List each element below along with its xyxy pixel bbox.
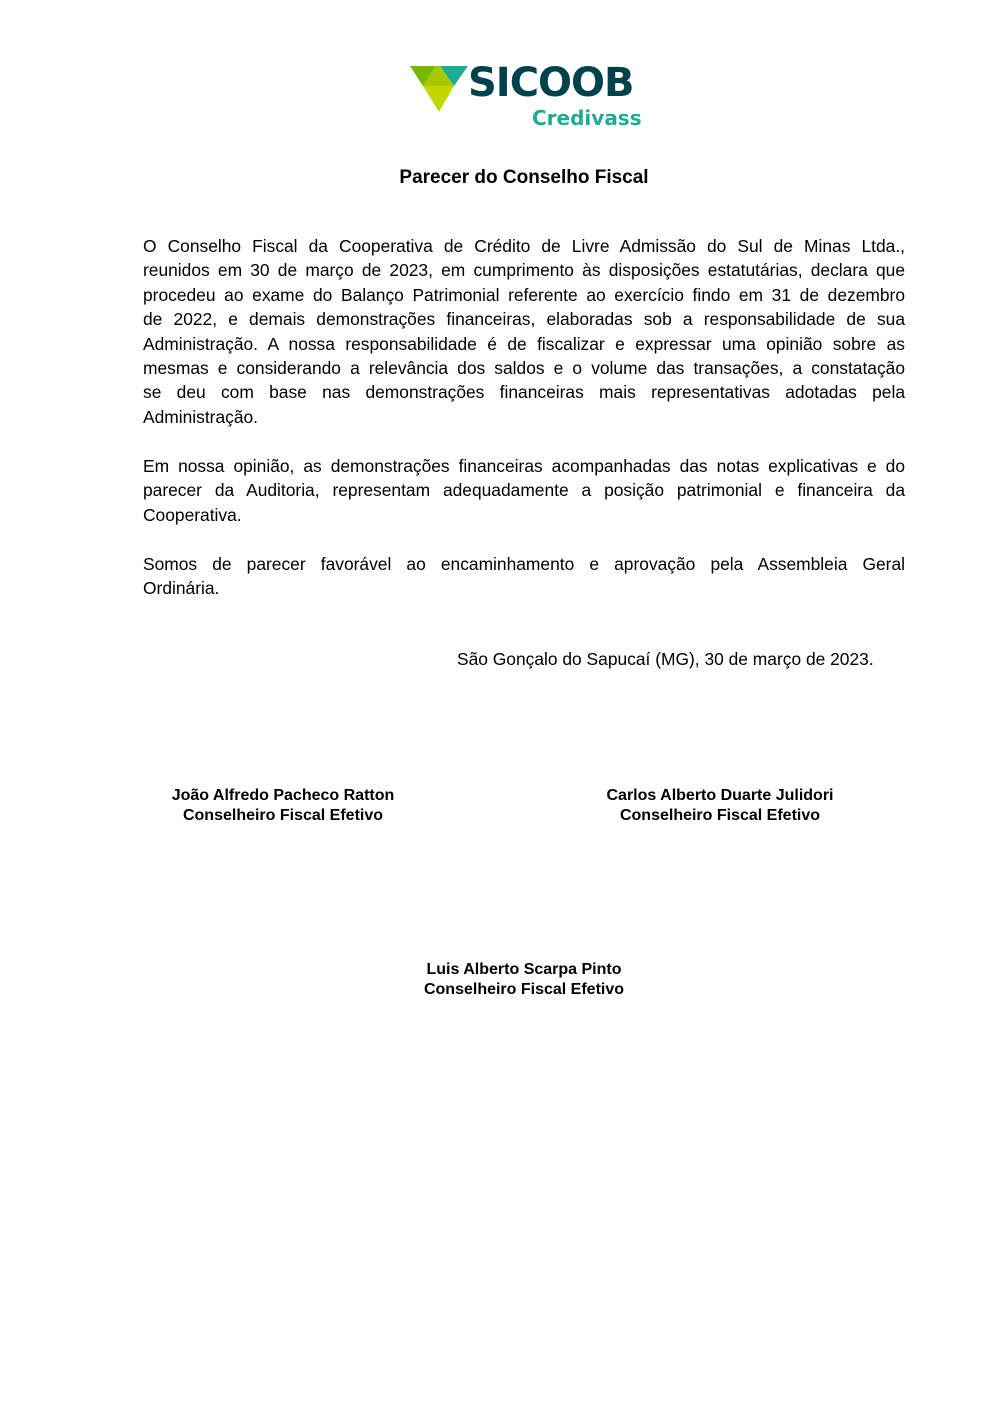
text-line: O Conselho Fiscal da Cooperativa de Crédito de Livre Admissão do Sul de Minas Ltda., xyxy=(143,236,905,256)
text-line: se deu com base nas demonstrações financeiras mais representativas adotadas pela xyxy=(143,382,905,403)
text-line: mesmas e considerando a relevância dos saldos e o volume das transações, a constatação xyxy=(143,358,905,379)
paragraph-3 xyxy=(143,552,905,601)
signatory-name: João Alfredo Pacheco Ratton xyxy=(171,787,395,804)
logo-brand: SICOOB xyxy=(468,60,634,106)
paragraph-2 xyxy=(143,454,905,527)
text-line: reunidos em 30 de março de 2023, em cumprimento às disposições estatutárias, declara que xyxy=(143,260,905,281)
signatory-role: Conselheiro Fiscal Efetivo xyxy=(423,981,625,998)
signature-block-3 xyxy=(384,960,664,1000)
text-line: procedeu ao exame do Balanço Patrimonial referente ao exercício findo em 31 de dezembro xyxy=(143,284,905,305)
text-line: parecer da Auditoria, representam adequadamente a posição patrimonial e financeira da xyxy=(143,480,905,501)
sicoob-logo xyxy=(410,60,642,134)
text-line: de 2022, e demais demonstrações financeiras, elaboradas sob a responsabilidade de sua xyxy=(143,309,905,330)
text-line: Em nossa opinião, as demonstrações financeiras acompanhadas das notas explicativas e do xyxy=(143,456,905,476)
signatory-name: Luis Alberto Scarpa Pinto xyxy=(426,961,622,978)
signature-block-2 xyxy=(580,786,860,826)
text-line: Ordinária. xyxy=(143,578,220,599)
document-title: Parecer do Conselho Fiscal xyxy=(399,167,649,188)
text-line: Administração. A nossa responsabilidade é de fiscalizar e expressar uma opinião sobre as xyxy=(143,333,905,354)
signatory-name: Carlos Alberto Duarte Julidori xyxy=(606,787,834,804)
signatory-role: Conselheiro Fiscal Efetivo xyxy=(619,807,821,824)
logo-subtitle: Credivass xyxy=(532,106,642,130)
text-line: Cooperativa. xyxy=(143,504,242,525)
paragraph-1 xyxy=(143,234,905,429)
sicoob-logo-mark-icon xyxy=(410,64,468,114)
signature-block-1 xyxy=(143,786,423,826)
place-date: São Gonçalo do Sapucaí (MG), 30 de março de 2023. xyxy=(457,649,874,669)
text-line: Somos de parecer favorável ao encaminhamento e aprovação pela Assembleia Geral xyxy=(143,554,905,574)
text-line: Administração. xyxy=(143,406,259,427)
signatory-role: Conselheiro Fiscal Efetivo xyxy=(182,807,384,824)
